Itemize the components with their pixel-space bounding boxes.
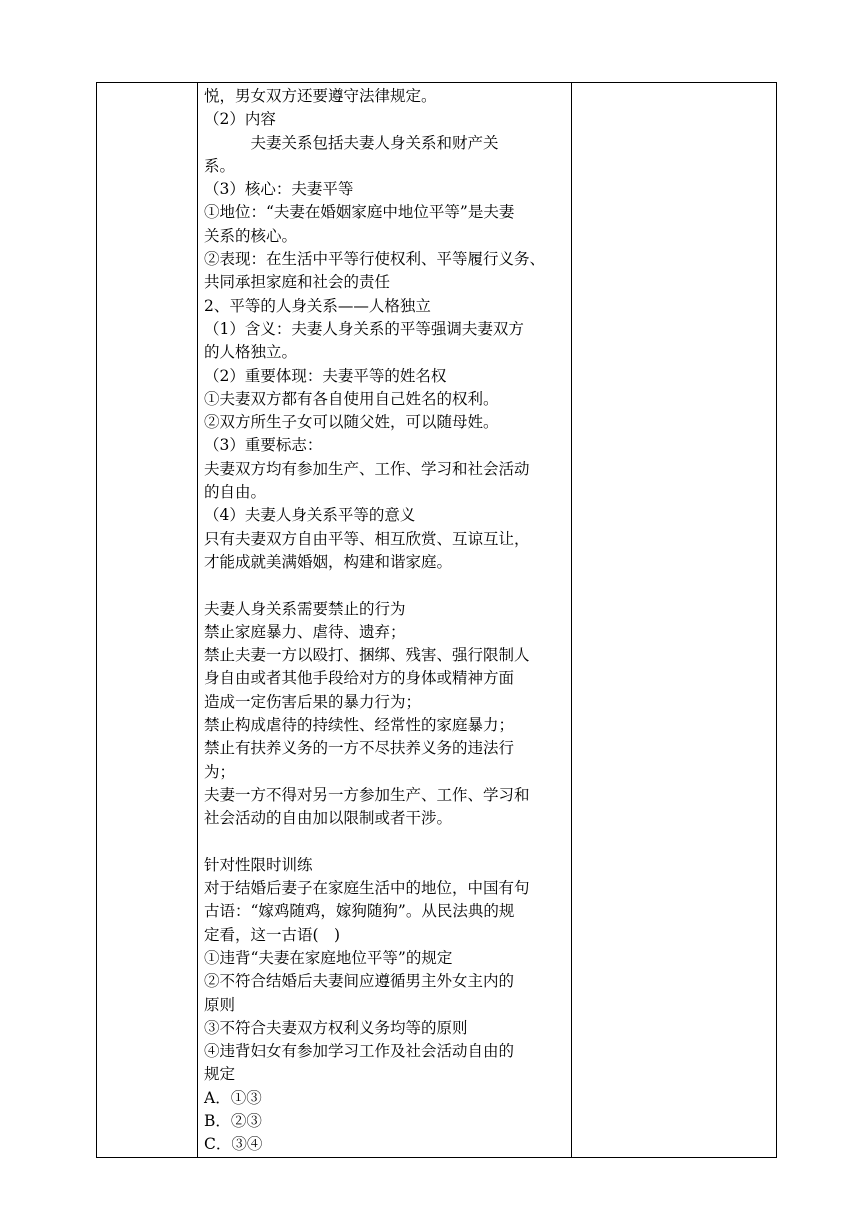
text-line: 社会活动的自由加以限制或者干涉。 <box>204 809 453 828</box>
text-line: ①夫妻双方都有各自使用自己姓名的权利。 <box>204 389 499 408</box>
table-row <box>97 83 777 1158</box>
text-line: 禁止有扶养义务的一方不尽扶养义务的违法行 <box>204 739 515 758</box>
blank-line <box>204 831 567 854</box>
text-line: 定看，这一古语( ) <box>204 925 341 944</box>
text-line: ①地位：“夫妻在婚姻家庭中地位平等”是夫妻 <box>204 203 515 222</box>
text-line: （1）含义：夫妻人身关系的平等强调夫妻双方 <box>204 319 524 338</box>
answer-option: C．③④ <box>204 1135 263 1154</box>
text-line: 对于结婚后妻子在家庭生活中的地位，中国有句 <box>204 879 530 898</box>
text-line: 才能成就美满婚姻，构建和谐家庭。 <box>204 552 453 571</box>
text-line: （2）重要体现：夫妻平等的姓名权 <box>204 366 447 385</box>
text-line: 规定 <box>204 1065 236 1084</box>
text-line: 古语：“嫁鸡随鸡，嫁狗随狗”。从民法典的规 <box>204 902 515 921</box>
content-column-cell <box>198 83 572 1158</box>
text-line: 共同承担家庭和社会的责任 <box>204 273 391 292</box>
text-line: 夫妻双方均有参加生产、工作、学习和社会活动 <box>204 459 530 478</box>
text-line: 夫妻关系包括夫妻人身关系和财产关 <box>204 133 499 152</box>
text-line: 夫妻人身关系需要禁止的行为 <box>204 599 406 618</box>
text-line: 针对性限时训练 <box>204 855 313 874</box>
text-line: ②表现：在生活中平等行使权利、平等履行义务、 <box>204 250 546 269</box>
text-line: （3）核心：夫妻平等 <box>204 180 354 199</box>
text-line: ①违背“夫妻在家庭地位平等”的规定 <box>204 948 453 967</box>
text-line: （4）夫妻人身关系平等的意义 <box>204 506 416 525</box>
text-line: 的人格独立。 <box>204 343 298 362</box>
text-line: ②双方所生子女可以随父姓，可以随母姓。 <box>204 413 499 432</box>
text-line: 禁止夫妻一方以殴打、捆绑、残害、强行限制人 <box>204 646 530 665</box>
right-column-cell <box>572 83 777 1158</box>
text-line: 造成一定伤害后果的暴力行为； <box>204 692 422 711</box>
text-line: ②不符合结婚后夫妻间应遵循男主外女主内的 <box>204 972 515 991</box>
text-line: （2）内容 <box>204 110 276 129</box>
text-line: 的自由。 <box>204 483 267 502</box>
text-line: 禁止构成虐待的持续性、经常性的家庭暴力； <box>204 716 515 735</box>
text-line: 为； <box>204 762 236 781</box>
left-column-cell <box>97 83 198 1158</box>
lesson-plan-table <box>96 82 777 1158</box>
text-line: 原则 <box>204 995 236 1014</box>
lesson-content <box>198 83 571 1157</box>
text-line: 系。 <box>204 156 236 175</box>
text-line: 身自由或者其他手段给对方的身体或精神方面 <box>204 669 515 688</box>
text-line: ④违背妇女有参加学习工作及社会活动自由的 <box>204 1042 515 1061</box>
text-line: 夫妻一方不得对另一方参加生产、工作、学习和 <box>204 785 530 804</box>
blank-line <box>204 574 567 597</box>
text-line: 只有夫妻双方自由平等、相互欣赏、互谅互让， <box>204 529 530 548</box>
text-line: 悦，男女双方还要遵守法律规定。 <box>204 87 437 105</box>
text-line: 关系的核心。 <box>204 226 298 245</box>
text-line: ③不符合夫妻双方权利义务均等的原则 <box>204 1018 468 1037</box>
text-line: 2、平等的人身关系——人格独立 <box>204 296 431 315</box>
text-line: （3）重要标志： <box>204 436 323 455</box>
answer-option: A．①③ <box>204 1088 262 1107</box>
answer-option: B．②③ <box>204 1112 262 1131</box>
text-line: 禁止家庭暴力、虐待、遗弃； <box>204 622 406 641</box>
